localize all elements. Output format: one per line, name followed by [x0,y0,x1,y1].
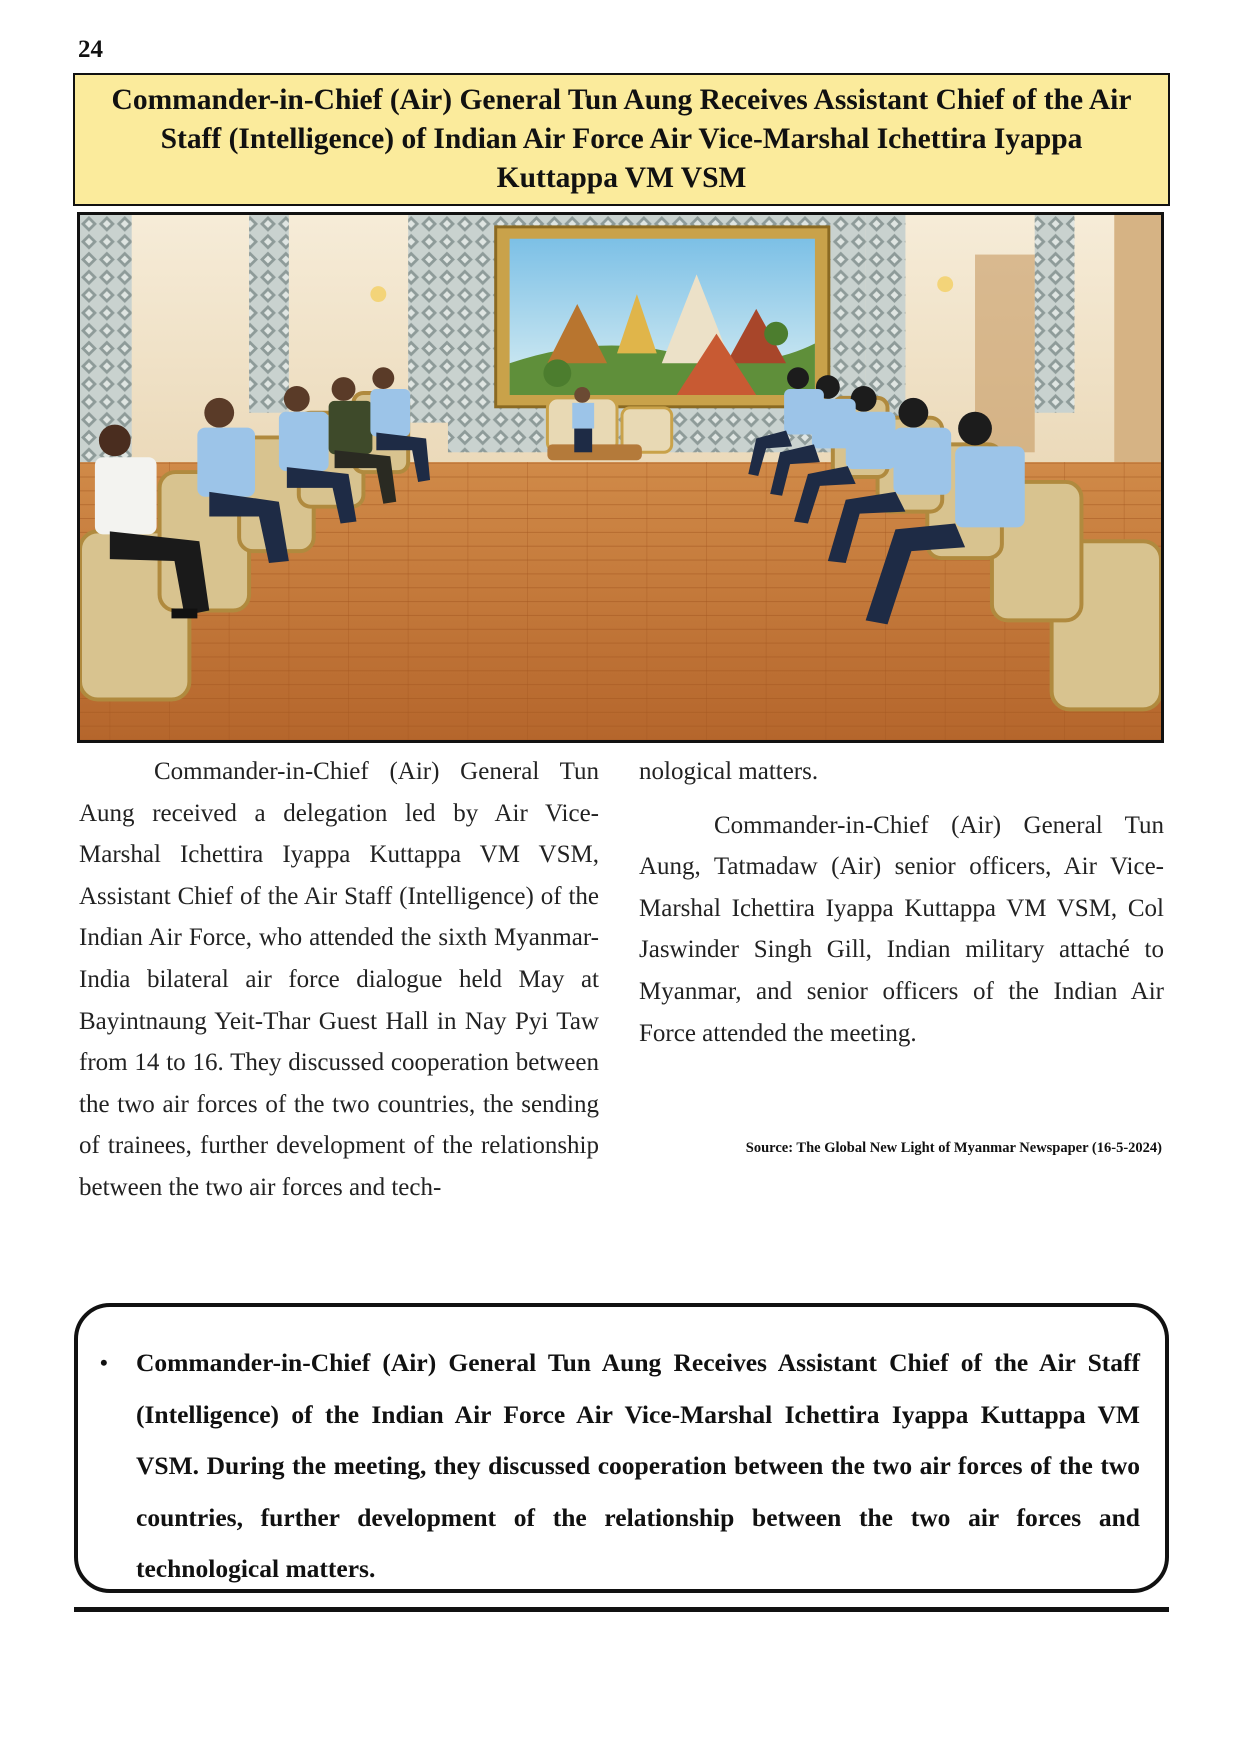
summary-item [100,1337,1140,1595]
photo-illustration [80,215,1161,740]
article-title: Commander-in-Chief (Air) General Tun Aung Receives Assistant Chief of the Air Staff (Intelligence) of Indian Air Force Air Vice-Marshal Ichettira Iyappa Kuttappa VM VSM [111,84,1132,194]
summary-text: Commander-in-Chief (Air) General Tun Aung Receives Assistant Chief of the Air Staff (Intelligence) of the Indian Air Force Air Vice-Marshal Ichettira Iyappa Kuttappa VM VSM. During the meeting, they discussed cooperation between the two air forces of the two countries, further development of the relationship between the two air forces and technological matters. [136,1348,1140,1583]
source-credit: Source: The Global New Light of Myanmar Newspaper (16-5-2024) [745,1140,1162,1156]
page-number: 24 [78,36,103,63]
bottom-rule [74,1607,1169,1612]
article-continuation: nological matters. [639,758,819,785]
article-right-column [639,751,1164,1054]
article-paragraph-2: Commander-in-Chief (Air) General Tun Aung, Tatmadaw (Air) senior officers, Air Vice-Marshal Ichettira Iyappa Kuttappa VM VSM, Col Jaswinder Singh Gill, Indian military attaché to Myanmar, and senior officers of the Indian Air Force attended the meeting. [639,811,1164,1047]
article-paragraph-1: Commander-in-Chief (Air) General Tun Aung received a delegation led by Air Vice-Marshal Ichettira Iyappa Kuttappa VM VSM, Assistant Chief of the Air Staff (Intelligence) of the Indian Air Force, who attended the sixth Myanmar-India bilateral air force dialogue held May at Bayintnaung Yeit-Thar Guest Hall in Nay Pyi Taw from 14 to 16. They discussed cooperation between the two air forces of the two countries, the sending of trainees, further development of the relationship between the two air forces and tech- [79,758,599,1201]
summary-box [74,1303,1169,1593]
bullet-icon: • [100,1350,108,1375]
article-left-column [79,751,599,1209]
summary-list [100,1337,1140,1595]
title-banner [73,73,1170,206]
reception-hall-meeting-photo [77,212,1164,743]
